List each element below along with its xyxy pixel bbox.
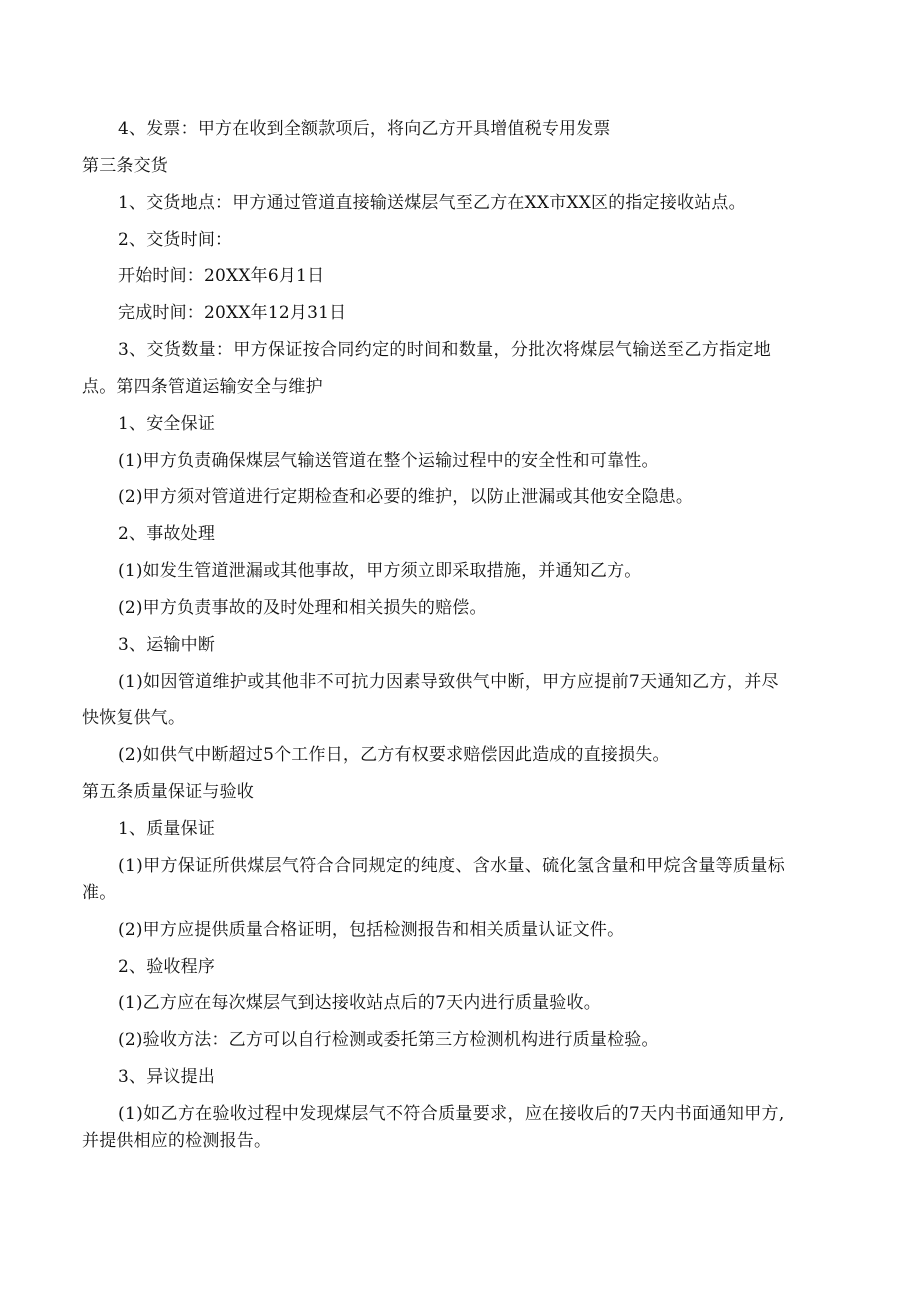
quality-item-1-line-1: (1)甲方保证所供煤层气符合合同规定的纯度、含水量、硫化氢含量和甲烷含量等质量标 [118, 856, 786, 876]
interruption-item-2: (2)如供气中断超过5个工作日，乙方有权要求赔偿因此造成的直接损失。 [118, 745, 670, 765]
accident-item-2: (2)甲方负责事故的及时处理和相关损失的赔偿。 [118, 598, 487, 618]
delivery-quantity-line-1: 3、交货数量：甲方保证按合同约定的时间和数量，分批次将煤层气输送至乙方指定地 [118, 340, 772, 360]
objection-item-1-line-1: (1)如乙方在验收过程中发现煤层气不符合质量要求，应在接收后的7天内书面通知甲方, [118, 1104, 785, 1124]
delivery-quantity-line-2: 点。第四条管道运输安全与维护 [82, 377, 323, 397]
safety-item-1: (1)甲方负责确保煤层气输送管道在整个运输过程中的安全性和可靠性。 [118, 451, 659, 471]
interruption-heading: 3、运输中断 [118, 635, 216, 655]
acceptance-heading: 2、验收程序 [118, 957, 216, 977]
safety-item-2: (2)甲方须对管道进行定期检查和必要的维护，以防止泄漏或其他安全隐患。 [118, 487, 694, 507]
article-5-heading: 第五条质量保证与验收 [82, 782, 254, 802]
completion-time: 完成时间：20XX年12月31日 [118, 303, 347, 323]
quality-item-2: (2)甲方应提供质量合格证明，包括检测报告和相关质量认证文件。 [118, 920, 625, 940]
safety-heading: 1、安全保证 [118, 414, 216, 434]
interruption-item-1-line-1: (1)如因管道维护或其他非不可抗力因素导致供气中断，甲方应提前7天通知乙方，并尽 [118, 672, 779, 692]
acceptance-item-1: (1)乙方应在每次煤层气到达接收站点后的7天内进行质量验收。 [118, 993, 601, 1013]
quality-item-1-line-2: 准。 [82, 883, 117, 903]
accident-heading: 2、事故处理 [118, 524, 216, 544]
objection-item-1-line-2: 并提供相应的检测报告。 [82, 1131, 272, 1151]
invoice-clause: 4、发票：甲方在收到全额款项后，将向乙方开具增值税专用发票 [118, 119, 611, 139]
quality-heading: 1、质量保证 [118, 819, 216, 839]
delivery-location: 1、交货地点：甲方通过管道直接输送煤层气至乙方在XX市XX区的指定接收站点。 [118, 193, 746, 213]
interruption-item-1-line-2: 快恢复供气。 [82, 708, 186, 728]
article-3-heading: 第三条交货 [82, 156, 168, 176]
accident-item-1: (1)如发生管道泄漏或其他事故，甲方须立即采取措施，并通知乙方。 [118, 561, 642, 581]
start-time: 开始时间：20XX年6月1日 [118, 266, 325, 286]
objection-heading: 3、异议提出 [118, 1067, 216, 1087]
delivery-time-heading: 2、交货时间： [118, 230, 233, 250]
acceptance-item-2: (2)验收方法：乙方可以自行检测或委托第三方检测机构进行质量检验。 [118, 1030, 659, 1050]
